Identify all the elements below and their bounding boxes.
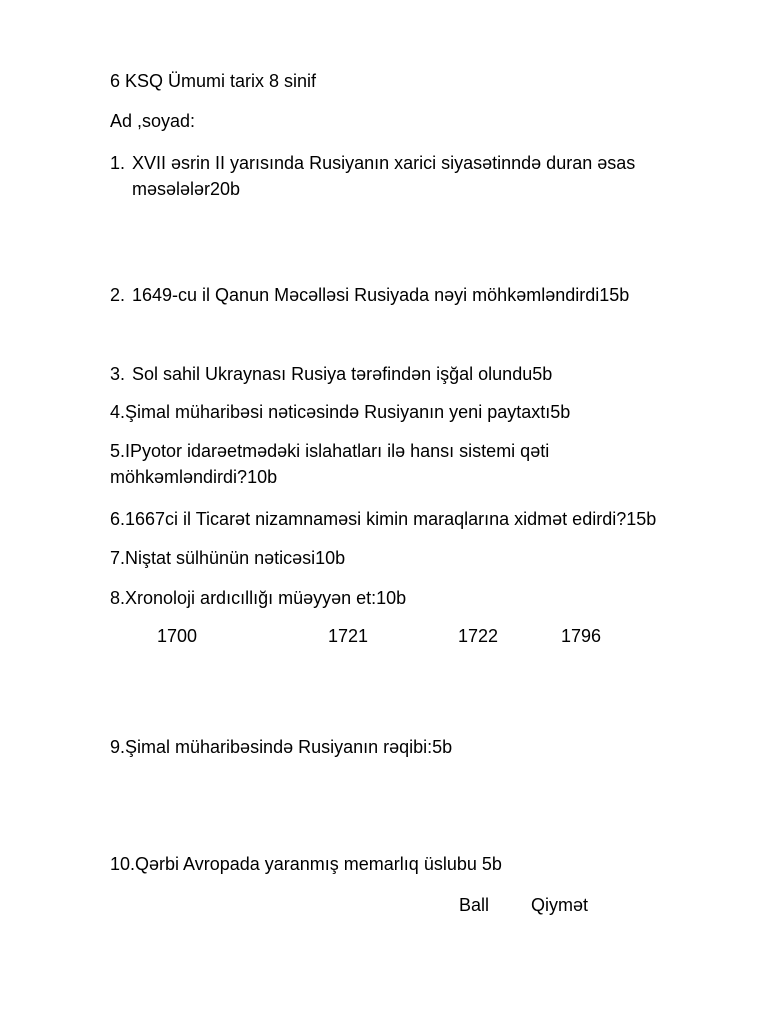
grade-label: Qiymət	[531, 895, 589, 915]
question-7: 7.Niştat sülhünün nəticəsi10b	[110, 548, 346, 568]
question-3-number: 3.	[110, 364, 126, 384]
question-2	[110, 282, 670, 308]
question-1-number: 1.	[110, 153, 126, 173]
question-3-text: Sol sahil Ukraynası Rusiya tərəfindən işğal olundu5b	[132, 364, 553, 384]
question-2-number: 2.	[110, 285, 126, 305]
chronology-year: 1796	[561, 626, 602, 646]
question-1-text: XVII əsrin II yarısında Rusiyanın xarici siyasətinndə duran əsas məsələlər20b	[132, 153, 636, 199]
question-4: 4.Şimal müharibəsi nəticəsində Rusiyanın yeni paytaxtı5b	[110, 402, 571, 422]
question-2-text: 1649-cu il Qanun Məcəlləsi Rusiyada nəyi möhkəmləndirdi15b	[132, 285, 630, 305]
question-10: 10.Qərbi Avropada yaranmış memarlıq üslubu 5b	[110, 854, 502, 874]
question-5: 5.IPyotor idarəetmədəki islahatları ilə hansı sistemi qəti möhkəmləndirdi?10b	[110, 441, 550, 487]
question-9: 9.Şimal müharibəsində Rusiyanın rəqibi:5b	[110, 737, 453, 757]
worksheet-header: 6 KSQ Ümumi tarix 8 sinif	[110, 71, 317, 91]
chronology-year: 1700	[157, 626, 198, 646]
question-6: 6.1667ci il Ticarət nizamnaməsi kimin maraqlarına xidmət edirdi?15b	[110, 509, 657, 529]
name-label: Ad ,soyad:	[110, 111, 196, 131]
question-1	[110, 150, 670, 202]
question-8: 8.Xronoloji ardıcıllığı müəyyən et:10b	[110, 588, 407, 608]
chronology-year: 1721	[328, 626, 369, 646]
ball-label: Ball	[459, 895, 490, 915]
chronology-year: 1722	[458, 626, 499, 646]
question-3	[110, 361, 670, 387]
